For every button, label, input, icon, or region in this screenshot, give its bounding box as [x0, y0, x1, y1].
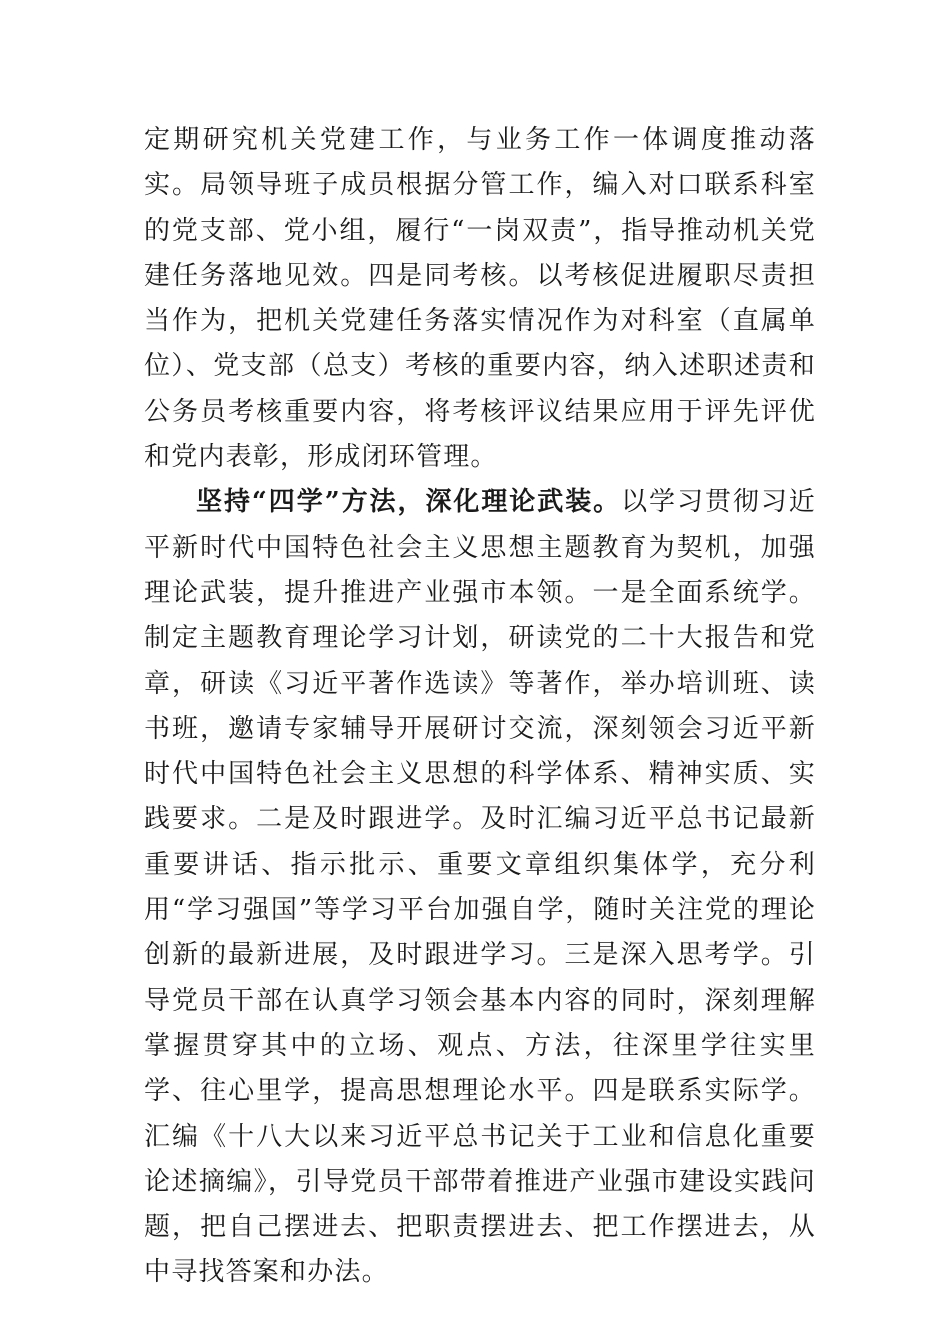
paragraph-1-text: 定期研究机关党建工作，与业务工作一体调度推动落实。局领导班子成员根据分管工作，编入对口联系科室的党支部、党小组，履行“一岗双责”，指导推动机关党建任务落地见效。四是同考核。以考核促进履职尽责担当作为，把机关党建任务落实情况作为对科室（直属单位）、党支部（总支）考核的重要内容，纳入述职述责和公务员考核重要内容，将考核评议结果应用于评先评优和党内表彰，形成闭环管理。	[144, 125, 816, 473]
paragraph-continuation	[144, 118, 816, 480]
paragraph-2-text: 以学习贯彻习近平新时代中国特色社会主义思想主题教育为契机，加强理论武装，提升推进产业强市本领。一是全面系统学。制定主题教育理论学习计划，研读党的二十大报告和党章，研读《习近平著作选读》等著作，举办培训班、读书班，邀请专家辅导开展研讨交流，深刻领会习近平新时代中国特色社会主义思想的科学体系、精神实质、实践要求。二是及时跟进学。及时汇编习近平总书记最新重要讲话、指示批示、重要文章组织集体学，充分利用“学习强国”等学习平台加强自学，随时关注党的理论创新的最新进展，及时跟进学习。三是深入思考学。引导党员干部在认真学习领会基本内容的同时，深刻理解掌握贯穿其中的立场、观点、方法，往深里学往实里学、往心里学，提高思想理论水平。四是联系实际学。汇编《十八大以来习近平总书记关于工业和信息化重要论述摘编》，引导党员干部带着推进产业强市建设实践问题，把自己摆进去、把职责摆进去、把工作摆进去，从中寻找答案和办法。	[144, 487, 816, 1288]
paragraph-four-study-methods	[144, 480, 816, 1295]
document-body	[144, 118, 816, 1296]
paragraph-2-heading: 坚持“四学”方法，深化理论武装。	[196, 487, 622, 518]
